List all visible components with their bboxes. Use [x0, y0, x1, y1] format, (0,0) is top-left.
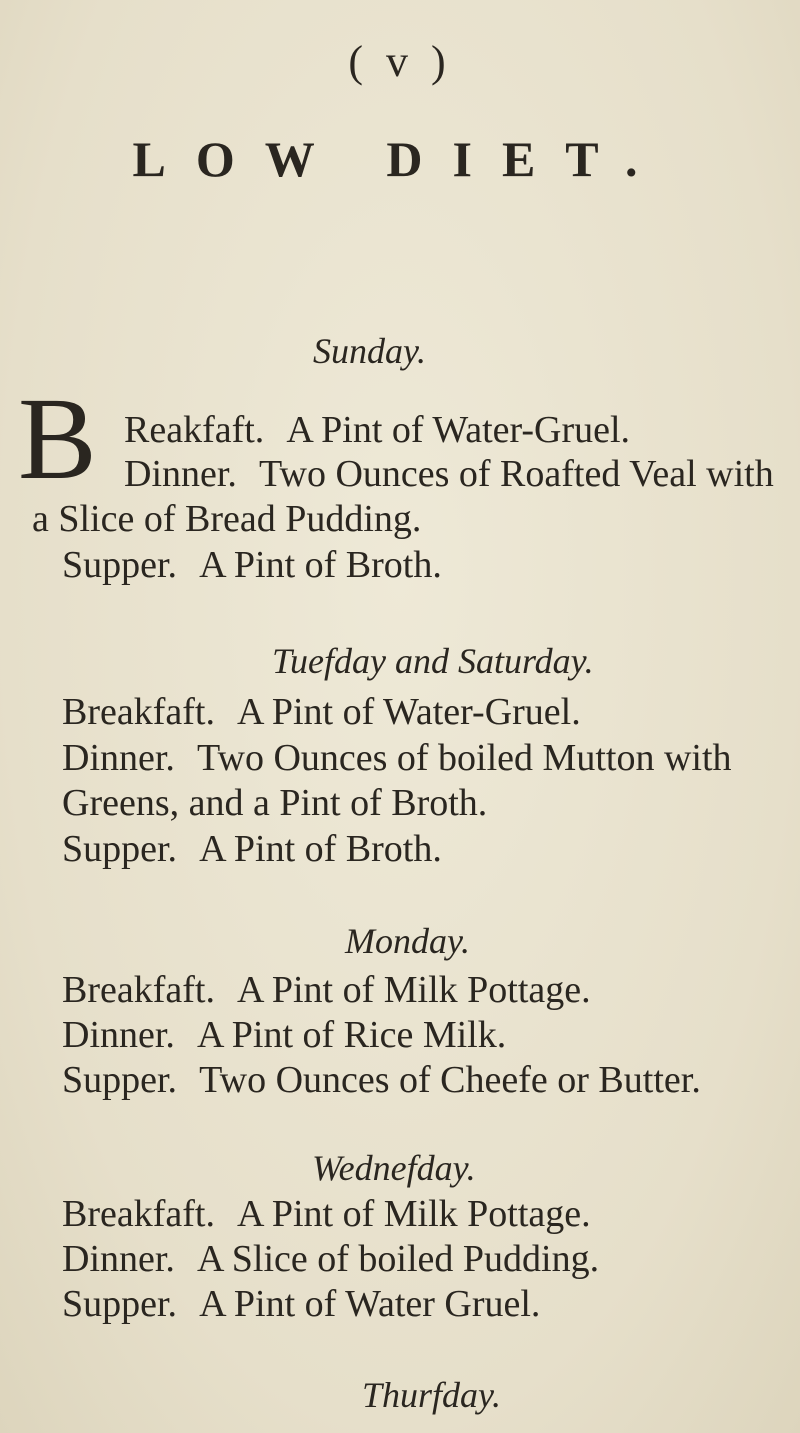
- day-heading-sunday: Sunday.: [313, 331, 426, 371]
- wednesday-supper: Supper. A Pint of Water Gruel.: [62, 1283, 541, 1325]
- wednesday-breakfast: Breakfaft. A Pint of Milk Pottage.: [62, 1193, 591, 1235]
- page-title: LOW DIET.: [132, 131, 668, 187]
- wednesday-dinner: Dinner. A Slice of boiled Pudding.: [62, 1238, 600, 1280]
- sunday-dinner-cont: a Slice of Bread Pudding.: [32, 498, 422, 540]
- tuesday-dinner-cont: Greens, and a Pint of Broth.: [62, 782, 488, 824]
- sunday-supper: Supper. A Pint of Broth.: [62, 544, 442, 586]
- tuesday-breakfast: Breakfaft. A Pint of Water-Gruel.: [62, 691, 581, 733]
- sunday-dinner: Dinner. Two Ounces of Roafted Veal with: [124, 453, 774, 495]
- sunday-breakfast: Reakfaft. A Pint of Water-Gruel.: [124, 409, 631, 451]
- day-heading-wednesday: Wednefday.: [312, 1148, 476, 1188]
- day-heading-tuesday-saturday: Tuefday and Saturday.: [272, 641, 594, 681]
- drop-cap: B: [18, 373, 97, 504]
- tuesday-supper: Supper. A Pint of Broth.: [62, 828, 442, 870]
- day-heading-monday: Monday.: [345, 921, 470, 961]
- monday-breakfast: Breakfaft. A Pint of Milk Pottage.: [62, 969, 591, 1011]
- day-heading-thursday: Thurfday.: [362, 1375, 502, 1415]
- page-number: ( v ): [348, 37, 452, 86]
- monday-supper: Supper. Two Ounces of Cheefe or Butter.: [62, 1059, 701, 1101]
- tuesday-dinner: Dinner. Two Ounces of boiled Mutton with: [62, 737, 732, 779]
- monday-dinner: Dinner. A Pint of Rice Milk.: [62, 1014, 507, 1056]
